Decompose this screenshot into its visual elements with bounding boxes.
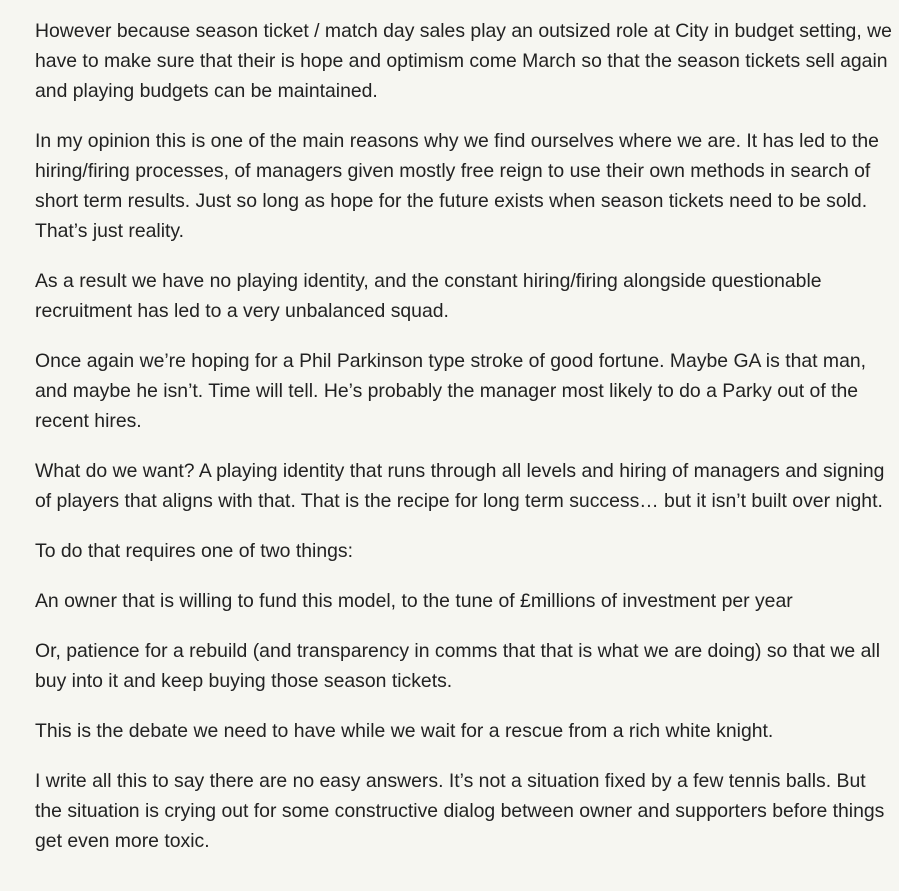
post-paragraph: To do that requires one of two things:: [35, 540, 353, 562]
post-paragraph: An owner that is willing to fund this model, to the tune of £millions of investment per year: [35, 590, 793, 612]
post-paragraph: This is the debate we need to have while we wait for a rescue from a rich white knight.: [35, 720, 774, 742]
post-paragraph: What do we want? A playing identity that runs through all levels and hiring of managers and signing of players that aligns with that. That is the recipe for long term success… but it isn’t built over night.: [35, 460, 885, 512]
post-paragraph: In my opinion this is one of the main reasons why we find ourselves where we are. It has led to the hiring/firing processes, of managers given mostly free reign to use their own methods in search of short term results. Just so long as hope for the future exists when season tickets need to be sold. That’s just reality.: [35, 130, 879, 242]
post-paragraph: I write all this to say there are no easy answers. It’s not a situation fixed by a few tennis balls. But the situation is crying out for some constructive dialog between owner and supporters before things get even more toxic.: [35, 770, 885, 852]
post-paragraph: As a result we have no playing identity, and the constant hiring/firing alongside questionable recruitment has led to a very unbalanced squad.: [35, 270, 822, 322]
post-paragraph: Once again we’re hoping for a Phil Parkinson type stroke of good fortune. Maybe GA is that man, and maybe he isn’t. Time will tell. He’s probably the manager most likely to do a Parky out of the recent hires.: [35, 350, 867, 432]
post-body: [35, 16, 893, 876]
post-paragraph: Or, patience for a rebuild (and transparency in comms that that is what we are doing) so that we all buy into it and keep buying those season tickets.: [35, 640, 880, 692]
post-paragraph: However because season ticket / match day sales play an outsized role at City in budget setting, we have to make sure that their is hope and optimism come March so that the season tickets sell again and playing budgets can be maintained.: [35, 20, 892, 102]
